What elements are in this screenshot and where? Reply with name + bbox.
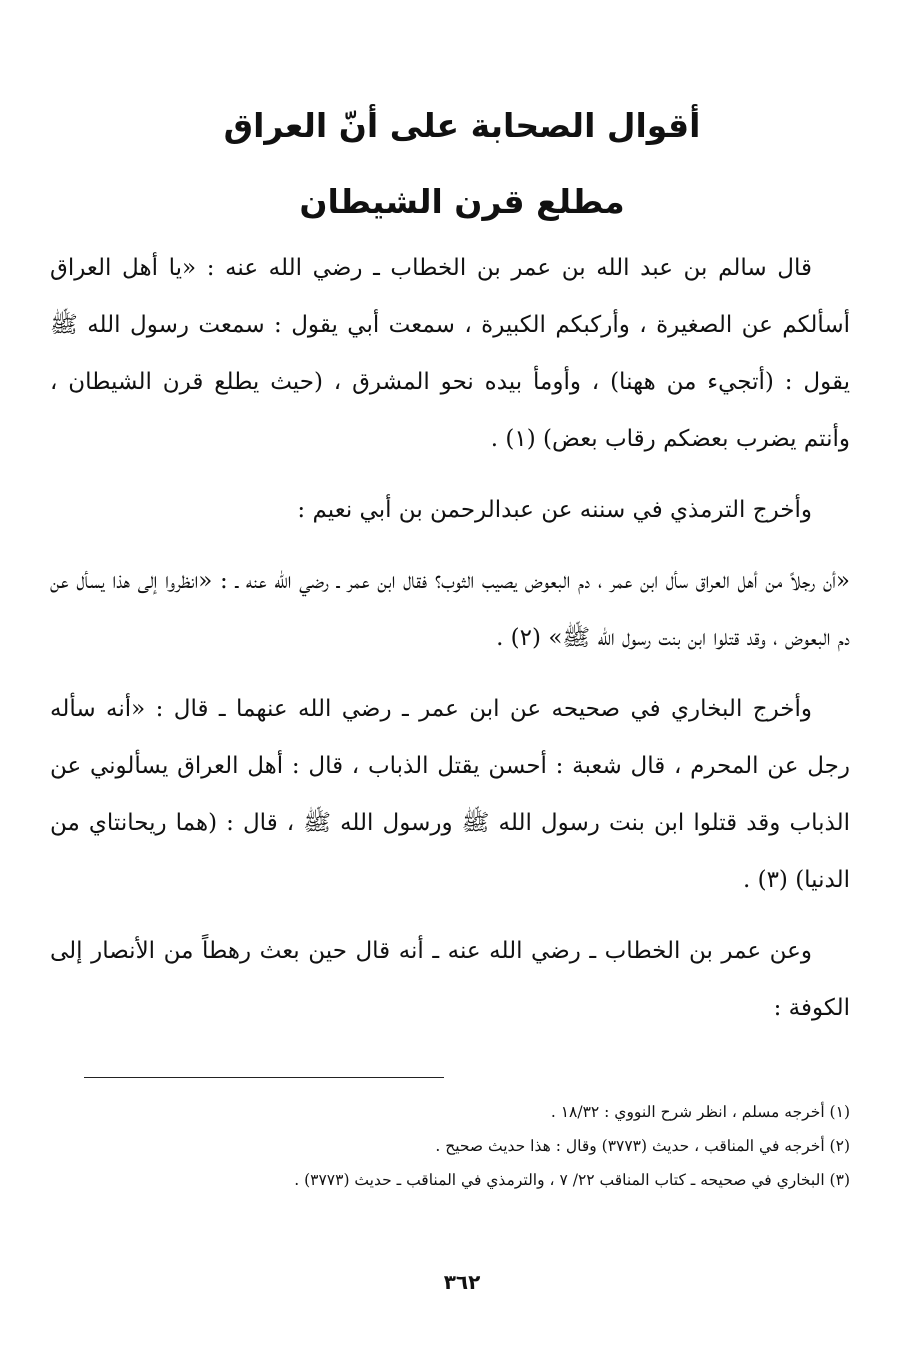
page-heading: أقوال الصحابة على أنّ العراق [223,106,701,145]
paragraph-bukhari: وأخرج البخاري في صحيحه عن ابن عمر ـ رضي الله عنهما ـ قال : «أنه سأله رجل عن المحرم ، قال شعبة : أحسن يقتل الذباب ، قال : أهل العراق يسألوني عن الذباب وقد قتلوا ابن بنت رسول الله ﷺ ورسول الله ﷺ ، قال : (هما ريحانتاي من الدنيا) (٣) . [50,696,850,893]
paragraph-tirmidhi-intro: وأخرج الترمذي في سننه عن عبدالرحمن بن أبي نعيم : [297,497,812,523]
body-text [50,240,850,1051]
footnote-3: (٣) البخاري في صحيحه ـ كتاب المناقب ٢٢/ ٧ ، والترمذي في المناقب ـ حديث (٣٧٧٣) . [294,1171,850,1189]
page-subheading: مطلع قرن الشيطان [299,182,625,221]
page-number: ٣٦٢ [443,1270,481,1294]
footnotes [50,1095,850,1197]
paragraph-salim: قال سالم بن عبد الله بن عمر بن الخطاب ـ رضي الله عنه : «يا أهل العراق أسألكم عن الصغيرة ، وأركبكم الكبيرة ، سمعت أبي يقول : سمعت رسول الله ﷺ يقول : (أتجيء من ههنا) ، وأومأ بيده نحو المشرق ، (حيث يطلع قرن الشيطان ، وأنتم يضرب بعضكم رقاب بعض) (١) . [50,255,850,452]
footnote-separator [84,1077,444,1078]
footnote-1: (١) أخرجه مسلم ، انظر شرح النووي : ١٨/٣٢ . [550,1103,850,1121]
paragraph-umar: وعن عمر بن الخطاب ـ رضي الله عنه ـ أنه قال حين بعث رهطاً من الأنصار إلى الكوفة : [50,938,850,1021]
paragraph-mosquito-blood: «أن رجلاً من أهل العراق سأل ابن عمر ، دم البعوض يصيب الثوب؟ فقال ابن عمر ـ رضي الله عنه ـ : «انظروا إلى هذا يسأل عن دم البعوض ، وقد قتلوا ابن بنت رسول الله ﷺ» (٢) . [50,568,850,651]
footnote-2: (٢) أخرجه في المناقب ، حديث (٣٧٧٣) وقال : هذا حديث صحيح . [435,1137,850,1155]
